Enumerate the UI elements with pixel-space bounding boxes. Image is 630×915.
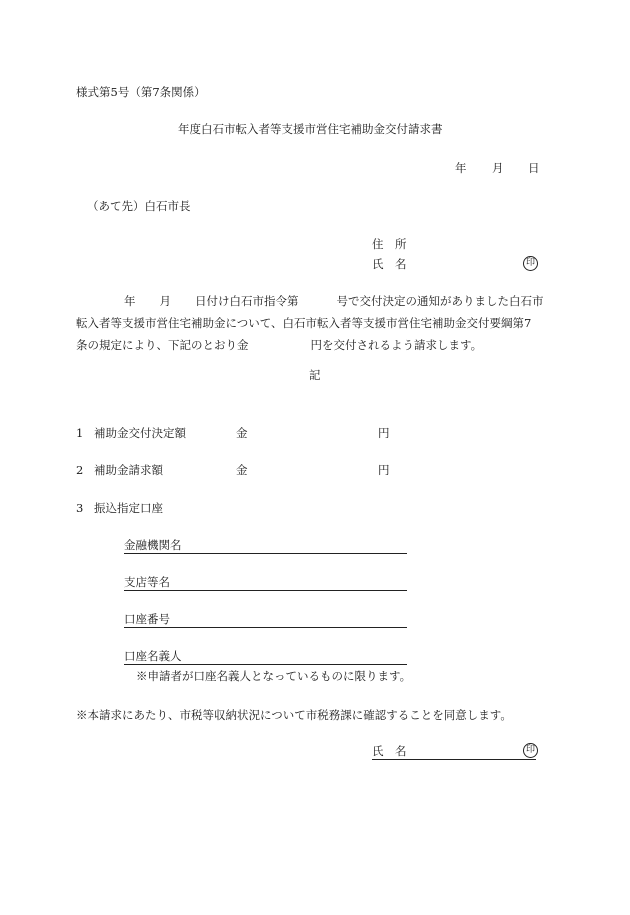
date-year-label: 年 xyxy=(455,161,467,175)
paragraph-line-1: 年 月 日付け白石市指令第 号で交付決定の通知がありました白石市 xyxy=(124,294,544,308)
paragraph-line-2: 転入者等支援市営住宅補助金について、白石市転入者等支援市営住宅補助金交付要綱第7 xyxy=(76,316,532,330)
account-number-label: 口座番号 xyxy=(124,612,170,626)
addressee: （あて先）白石市長 xyxy=(87,199,191,213)
item-1-currency: 金 xyxy=(236,426,248,440)
date-month-label: 月 xyxy=(492,161,504,175)
item-3-label: 振込指定口座 xyxy=(94,501,163,515)
branch-name-label: 支店等名 xyxy=(124,575,170,589)
consent-seal-icon: 印 xyxy=(523,743,538,758)
bank-name-label: 金融機関名 xyxy=(124,538,182,552)
item-1-label: 補助金交付決定額 xyxy=(94,426,186,440)
name-label: 氏 名 xyxy=(372,257,407,271)
account-holder-label: 口座名義人 xyxy=(124,649,182,663)
bank-note: ※申請者が口座名義人となっているものに限ります。 xyxy=(136,669,412,683)
item-2-unit: 円 xyxy=(378,463,390,477)
consent-name-label: 氏 名 xyxy=(372,744,407,758)
item-2-number: 2 xyxy=(76,463,84,477)
seal-icon: 印 xyxy=(523,256,538,271)
request-paragraph xyxy=(76,290,566,356)
account-number-field[interactable] xyxy=(124,611,407,628)
date-day-label: 日 xyxy=(528,161,540,175)
item-1-unit: 円 xyxy=(378,426,390,440)
item-1-number: 1 xyxy=(76,426,84,440)
branch-name-field[interactable] xyxy=(124,574,407,591)
form-number: 様式第5号（第7条関係） xyxy=(76,85,206,99)
consent-statement: ※本請求にあたり、市税等収納状況について市税務課に確認することを同意します。 xyxy=(76,708,512,722)
address-label: 住 所 xyxy=(372,237,407,251)
ki-heading: 記 xyxy=(309,368,321,382)
consent-name-field[interactable] xyxy=(372,743,536,760)
paragraph-line-3: 条の規定により、下記のとおり金 円を交付されるよう請求します。 xyxy=(76,338,483,352)
item-2-label: 補助金請求額 xyxy=(94,463,163,477)
item-3-number: 3 xyxy=(76,501,84,515)
item-2-currency: 金 xyxy=(236,463,248,477)
account-holder-field[interactable] xyxy=(124,648,407,665)
bank-name-field[interactable] xyxy=(124,537,407,554)
document-title: 年度白石市転入者等支援市営住宅補助金交付請求書 xyxy=(178,122,443,136)
